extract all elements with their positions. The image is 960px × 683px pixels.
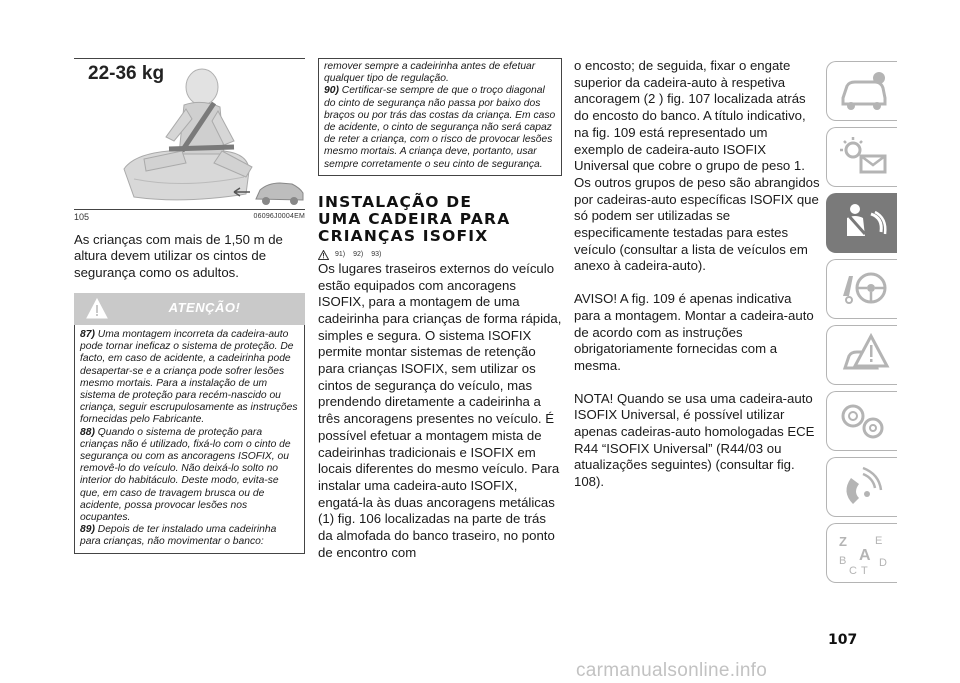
warning-ref-icon <box>318 250 329 260</box>
car-info-icon <box>835 68 891 114</box>
tab-starting-driving[interactable] <box>826 259 897 319</box>
tab-index[interactable] <box>826 523 897 583</box>
index-letter: B <box>839 555 847 567</box>
warning-item-number: 89) <box>80 524 95 536</box>
section-title <box>318 194 562 245</box>
warning-continuation: remover sempre a cadeirinha antes de efetuar qualquer tipo de regulação. <box>324 61 536 85</box>
warning-lights-icon <box>835 134 891 180</box>
warning-item-87 <box>80 329 299 427</box>
section-title-line: INSTALAÇÃO DE <box>318 192 473 211</box>
warning-ref[interactable]: 91) <box>335 251 346 259</box>
tab-warning-lights[interactable] <box>826 127 897 187</box>
warning-title: ATENÇÃO! <box>168 299 241 315</box>
tab-emergency[interactable] <box>826 325 897 385</box>
warning-item-number: 88) <box>80 426 95 438</box>
index-letter: E <box>875 535 883 547</box>
multimedia-icon <box>835 464 891 510</box>
middle-column <box>318 58 562 561</box>
right-column <box>574 58 820 507</box>
figure-rule <box>74 209 305 210</box>
figure-weight-label: 22-36 kg <box>88 63 165 84</box>
warning-item-text: Uma montagem incorreta da cadeira-auto pode tornar ineficaz o sistema de proteção. De facto, em caso de acidente, a cadeirinha pode desapertar-se e a criança pode sofrer lesões mesmo mortais. Para a instalação de um sistema de proteção para recém-nascido ou criança, seguir escrupulosamente as instruções fornecidas pelo Fabricante. <box>80 328 298 426</box>
tab-multimedia[interactable] <box>826 457 897 517</box>
isofix-paragraph-1: Os lugares traseiros externos do veículo estão equipados com ancoragens ISOFIX, para a montagem de uma cadeirinha para crianças de forma rápida, simples e segura. <box>318 260 562 343</box>
index-letter: C <box>849 565 857 576</box>
warning-item-text: Depois de ter instalado uma cadeirinha para crianças, não movimentar o banco: <box>80 524 277 548</box>
index-letter: D <box>879 557 887 569</box>
aviso-paragraph: AVISO! A fig. 109 é apenas indicativa para a montagem. Montar a cadeira-auto de acordo com as instruções obrigatoriamente fornecidas com a mesma. <box>574 291 814 373</box>
maintenance-icon <box>835 398 891 444</box>
figure-number: 105 <box>74 212 90 222</box>
warning-header <box>74 293 305 325</box>
warning-box <box>74 293 305 554</box>
nota-paragraph: NOTA! Quando se usa uma cadeira-auto ISOFIX Universal, é possível utilizar apenas cadeiras-auto homologadas ECE R44 “ISOFIX Universal” (R44/03 ou atualizações seguintes) (consultar fig. 108). <box>574 390 815 490</box>
warning-ref[interactable]: 92) <box>353 251 364 259</box>
starting-driving-icon <box>835 266 891 312</box>
left-column <box>74 58 305 554</box>
safety-airbag-icon <box>835 200 891 246</box>
index-letter: Z <box>839 534 847 549</box>
isofix-paragraph-3: É possível efetuar a montagem mista de cadeirinhas tradicionais e ISOFIX em locais diferentes do mesmo veículo. <box>318 411 555 477</box>
section-title-line: CRIANÇAS ISOFIX <box>318 226 489 245</box>
warning-ref[interactable]: 93) <box>371 251 382 259</box>
warning-references <box>318 250 562 260</box>
section-title-line: UMA CADEIRA PARA <box>318 209 511 228</box>
warning-item-text: Quando o sistema de proteção para crianças não é utilizado, fixá-lo com o cinto de segurança ou com as ancoragens ISOFIX, ou removê-lo do veículo. Não deixá-lo solto no interior do habitáculo. Deste modo, evita-se que, em caso de travagem brusca ou de acidente, possa provocar lesões nos ocupantes. <box>80 426 291 523</box>
index-letter: A <box>859 547 871 564</box>
isofix-paragraph <box>318 261 562 562</box>
tab-car-info[interactable] <box>826 61 897 121</box>
tab-safety[interactable] <box>826 193 897 253</box>
emergency-icon <box>835 332 891 378</box>
installation-paragraph: o encosto; de seguida, fixar o engate superior da cadeira-auto à respetiva ancoragem (2 ) fig. 107 localizada atrás do encosto do banco. A título indicativo, na fig. 109 está representado um exemplo de cadeira-auto ISOFIX Universal que cobre o grupo de peso 1. Os outros grupos de peso são abrangidos por cadeiras-auto específicas ISOFIX que só podem ser utilizadas se especificamente testadas para estes veículo (consultar a lista de veículos em anexo à cadeira-auto). <box>574 58 820 274</box>
page-number: 107 <box>828 632 858 648</box>
warning-body <box>74 325 305 554</box>
figure-code: 06096J0004EM <box>253 213 305 220</box>
index-letter: T <box>861 565 868 576</box>
intro-paragraph: As crianças com mais de 1,50 m de altura devem utilizar os cintos de segurança como os adultos. <box>74 232 283 280</box>
figure-105 <box>74 59 305 209</box>
tab-maintenance[interactable] <box>826 391 897 451</box>
chapter-tabs <box>826 61 896 589</box>
warning-continuation-box <box>318 58 562 176</box>
warning-item-88 <box>80 427 299 525</box>
warning-item-89 <box>80 524 299 548</box>
figure-caption <box>74 212 305 222</box>
warning-item-number: 90) <box>324 85 339 97</box>
warning-item-90 <box>324 85 556 170</box>
isofix-paragraph-2: O sistema ISOFIX permite montar sistemas de retenção para crianças ISOFIX, sem utilizar os cintos de segurança do veículo, mas prendendo diretamente a cadeirinha a três ancoragens presentes no veículo. <box>318 327 542 427</box>
warning-item-text: Certificar-se sempre de que o troço diagonal do cinto de segurança não passa por baixo dos braços ou por trás das costas da criança. Em caso de acidente, o cinto de segurança não será capaz de reter a criança, com o risco de provocar lesões mesmo mortais. A criança deve, portanto, usar sempre corretamente o seu cinto de segurança. <box>324 85 556 170</box>
warning-item-number: 87) <box>80 328 95 340</box>
watermark[interactable]: carmanualsonline.info <box>576 660 768 681</box>
index-icon <box>835 530 891 576</box>
isofix-paragraph-4: Para instalar uma cadeira-auto ISOFIX, engatá-la às duas ancoragens metálicas (1) fig. 106 localizadas na parte de trás da almofada do banco traseiro, no ponto de encontro com <box>318 461 560 560</box>
